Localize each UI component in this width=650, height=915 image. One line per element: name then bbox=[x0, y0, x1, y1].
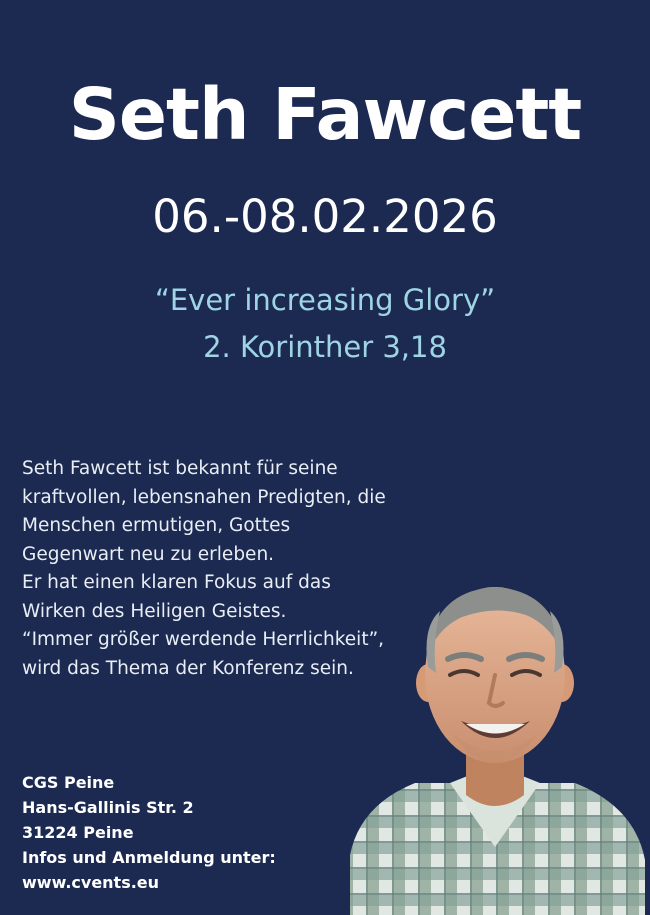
speaker-name: Seth Fawcett bbox=[68, 73, 582, 156]
theme-bible-reference: 2. Korinther 3,18 bbox=[203, 330, 447, 364]
theme-quote: “Ever increasing Glory” bbox=[154, 283, 496, 317]
speaker-portrait-photo bbox=[340, 555, 650, 915]
contact-block bbox=[22, 770, 352, 895]
contact-city: 31224 Peine bbox=[22, 823, 134, 842]
bio-line: Wirken des Heiligen Geistes. bbox=[22, 600, 287, 622]
bio-line: wird das Thema der Konferenz sein. bbox=[22, 657, 354, 679]
bio-line: Menschen ermutigen, Gottes bbox=[22, 515, 291, 536]
bio-line: Er hat einen klaren Fokus auf das bbox=[22, 572, 331, 593]
contact-organization: CGS Peine bbox=[22, 773, 115, 792]
bio-line: Seth Fawcett ist bekannt für seine bbox=[22, 458, 338, 479]
bio-line: kraftvollen, lebensnahen Predigten, die bbox=[22, 486, 386, 508]
event-dates: 06.-08.02.2026 bbox=[152, 190, 498, 243]
bio-line: Gegenwart neu zu erleben. bbox=[22, 543, 275, 565]
contact-website[interactable]: www.cvents.eu bbox=[22, 873, 160, 892]
contact-street: Hans-Gallinis Str. 2 bbox=[22, 798, 194, 817]
bio-line: “Immer größer werdende Herrlichkeit”, bbox=[22, 629, 385, 650]
contact-registration-note: Infos und Anmeldung unter: bbox=[22, 848, 276, 867]
